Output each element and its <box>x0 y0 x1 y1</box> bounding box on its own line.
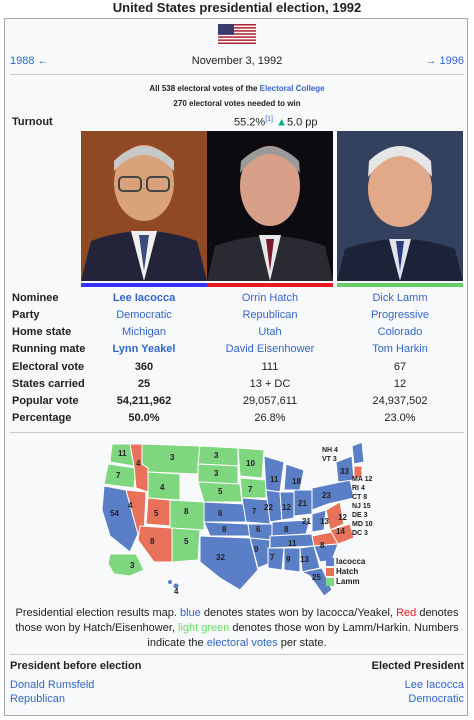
svg-text:7: 7 <box>270 553 275 562</box>
turnout-value <box>234 116 318 129</box>
iacocca-portrait <box>81 131 207 281</box>
running-mate-label: Running mate <box>12 343 86 355</box>
states-carried-iacocca: 25 <box>137 378 151 390</box>
svg-text:11: 11 <box>118 449 127 458</box>
svg-text:7: 7 <box>116 471 121 480</box>
map-label-dc: DC 3 <box>352 530 368 537</box>
svg-text:7: 7 <box>248 485 253 494</box>
previous-election-link[interactable]: 1988 ← <box>10 55 49 67</box>
svg-text:21: 21 <box>302 517 311 526</box>
svg-text:7: 7 <box>252 507 257 516</box>
svg-text:32: 32 <box>216 553 225 562</box>
states-carried-label: States carried <box>12 378 85 390</box>
caption-text: denotes those won by Hatch/Eisenhower, <box>15 607 459 634</box>
legend-lamm: Lamm <box>336 577 360 586</box>
svg-text:9: 9 <box>254 545 259 554</box>
electoral-vote-label: Electoral vote <box>12 361 85 373</box>
electoral-vote-hatch: 111 <box>261 361 279 373</box>
svg-text:5: 5 <box>184 537 189 546</box>
svg-text:9: 9 <box>286 555 291 564</box>
map-label-ct: CT 8 <box>352 494 368 501</box>
map-label-nh: NH 4 <box>322 447 338 454</box>
divider <box>10 74 464 75</box>
nominee-label: Nominee <box>12 292 59 304</box>
svg-text:3: 3 <box>130 561 135 570</box>
electoral-votes-text: All 538 electoral votes of the <box>149 84 260 93</box>
svg-text:25: 25 <box>312 573 321 582</box>
svg-text:33: 33 <box>340 467 349 476</box>
turnout-change: 5.0 pp <box>286 116 318 129</box>
map-label-ri: RI 4 <box>352 485 365 492</box>
caption-red: Red <box>396 607 417 619</box>
svg-text:3: 3 <box>214 469 219 478</box>
svg-text:11: 11 <box>288 539 297 548</box>
svg-text:8: 8 <box>284 525 289 534</box>
caption-text: Presidential election results map. <box>15 607 180 619</box>
previous-president-link[interactable]: Donald Rumsfeld <box>10 679 95 691</box>
map-label-ne <box>352 475 373 538</box>
caption-text: denotes those won by Lamm/Harkin. Numbers indicate the <box>147 622 459 649</box>
party-iacocca[interactable]: Democratic <box>116 309 172 321</box>
states-carried-hatch: 13 + DC <box>249 378 291 390</box>
svg-text:5: 5 <box>154 509 159 518</box>
svg-text:12: 12 <box>338 513 347 522</box>
svg-text:18: 18 <box>292 477 301 486</box>
svg-text:5: 5 <box>218 487 223 496</box>
running-mate-lamm[interactable]: Tom Harkin <box>372 343 428 355</box>
map-caption <box>12 606 462 651</box>
svg-text:4: 4 <box>128 501 133 510</box>
map-label-nh-vt <box>322 446 338 464</box>
map-label-ma: MA 12 <box>352 476 373 483</box>
electoral-votes-line <box>0 84 474 93</box>
svg-text:14: 14 <box>336 527 345 536</box>
election-date: November 3, 1992 <box>191 55 283 67</box>
home-state-hatch[interactable]: Utah <box>258 326 282 338</box>
svg-text:4: 4 <box>174 587 179 596</box>
increase-arrow-icon: ▲ <box>276 116 287 129</box>
svg-text:8: 8 <box>184 507 189 516</box>
turnout-percent: 55.2% <box>234 116 266 129</box>
map-label-vt: VT 3 <box>322 456 337 463</box>
party-hatch[interactable]: Republican <box>242 309 298 321</box>
electoral-votes-link[interactable]: electoral votes <box>206 637 278 649</box>
elected-president-heading: Elected President <box>371 660 464 672</box>
elected-president-link[interactable]: Lee Iacocca <box>404 679 464 691</box>
svg-text:21: 21 <box>298 499 307 508</box>
turnout-reference[interactable]: [1] <box>265 116 273 123</box>
map-label-nj: NJ 15 <box>352 503 371 510</box>
president-before-heading: President before election <box>10 660 142 672</box>
votes-needed: 270 electoral votes needed to win <box>173 99 301 108</box>
svg-text:4: 4 <box>136 459 141 468</box>
svg-text:6: 6 <box>218 509 223 518</box>
svg-text:12: 12 <box>282 503 291 512</box>
popular-vote-hatch: 29,057,611 <box>242 395 298 407</box>
progressive-color-bar <box>337 283 463 287</box>
svg-text:8: 8 <box>150 537 155 546</box>
popular-vote-label: Popular vote <box>12 395 79 407</box>
turnout-label: Turnout <box>12 116 53 128</box>
lamm-portrait <box>337 131 463 281</box>
home-state-lamm[interactable]: Colorado <box>377 326 423 338</box>
nominee-hatch[interactable]: Orrin Hatch <box>241 292 299 304</box>
percentage-hatch: 26.8% <box>254 412 286 424</box>
caption-blue: blue <box>180 607 201 619</box>
running-mate-iacocca[interactable]: Lynn Yeakel <box>112 343 176 355</box>
svg-text:10: 10 <box>246 459 255 468</box>
legend-hatch: Hatch <box>336 567 359 576</box>
party-lamm[interactable]: Progressive <box>370 309 430 321</box>
popular-vote-iacocca: 54,211,962 <box>116 395 172 407</box>
us-flag-icon <box>218 24 256 44</box>
svg-text:23: 23 <box>322 491 331 500</box>
svg-text:11: 11 <box>270 475 279 484</box>
democratic-color-bar <box>81 283 207 287</box>
map-label-de: DE 3 <box>352 512 368 519</box>
svg-text:54: 54 <box>110 509 119 518</box>
caption-light-green: light green <box>178 622 230 634</box>
nominee-lamm[interactable]: Dick Lamm <box>372 292 428 304</box>
percentage-iacocca: 50.0% <box>128 412 160 424</box>
percentage-label: Percentage <box>12 412 72 424</box>
electoral-college-link[interactable]: Electoral College <box>259 84 325 93</box>
previous-party-link[interactable]: Republican <box>10 693 66 705</box>
svg-text:8: 8 <box>222 525 227 534</box>
home-state-iacocca[interactable]: Michigan <box>121 326 167 338</box>
nominee-iacocca[interactable]: Lee Iacocca <box>112 292 176 304</box>
legend-iacocca: Iacocca <box>336 557 366 566</box>
caption-text: denotes states won by Iacocca/Yeakel, <box>200 607 397 619</box>
states-carried-lamm: 12 <box>393 378 407 390</box>
hatch-portrait <box>207 131 333 281</box>
republican-color-bar <box>207 283 333 287</box>
svg-text:8: 8 <box>320 541 325 550</box>
electoral-vote-lamm: 67 <box>393 361 407 373</box>
svg-text:13: 13 <box>300 555 309 564</box>
infobox-title: United States presidential election, 1992 <box>112 0 362 15</box>
next-election-link[interactable]: → 1996 <box>425 55 464 67</box>
divider <box>10 432 464 433</box>
svg-text:6: 6 <box>256 525 261 534</box>
party-label: Party <box>12 309 40 321</box>
home-state-label: Home state <box>12 326 72 338</box>
percentage-lamm: 23.0% <box>384 412 416 424</box>
map-legend <box>336 557 365 587</box>
svg-text:4: 4 <box>160 483 165 492</box>
electoral-vote-iacocca: 360 <box>134 361 154 373</box>
caption-text: per state. <box>277 637 327 649</box>
svg-text:22: 22 <box>264 503 273 512</box>
svg-text:13: 13 <box>320 517 329 526</box>
svg-text:3: 3 <box>214 451 219 460</box>
popular-vote-lamm: 24,937,502 <box>372 395 428 407</box>
divider <box>10 654 464 655</box>
running-mate-hatch[interactable]: David Eisenhower <box>225 343 315 355</box>
map-label-md: MD 10 <box>352 521 373 528</box>
elected-party-link[interactable]: Democratic <box>408 693 464 705</box>
svg-text:3: 3 <box>170 453 175 462</box>
